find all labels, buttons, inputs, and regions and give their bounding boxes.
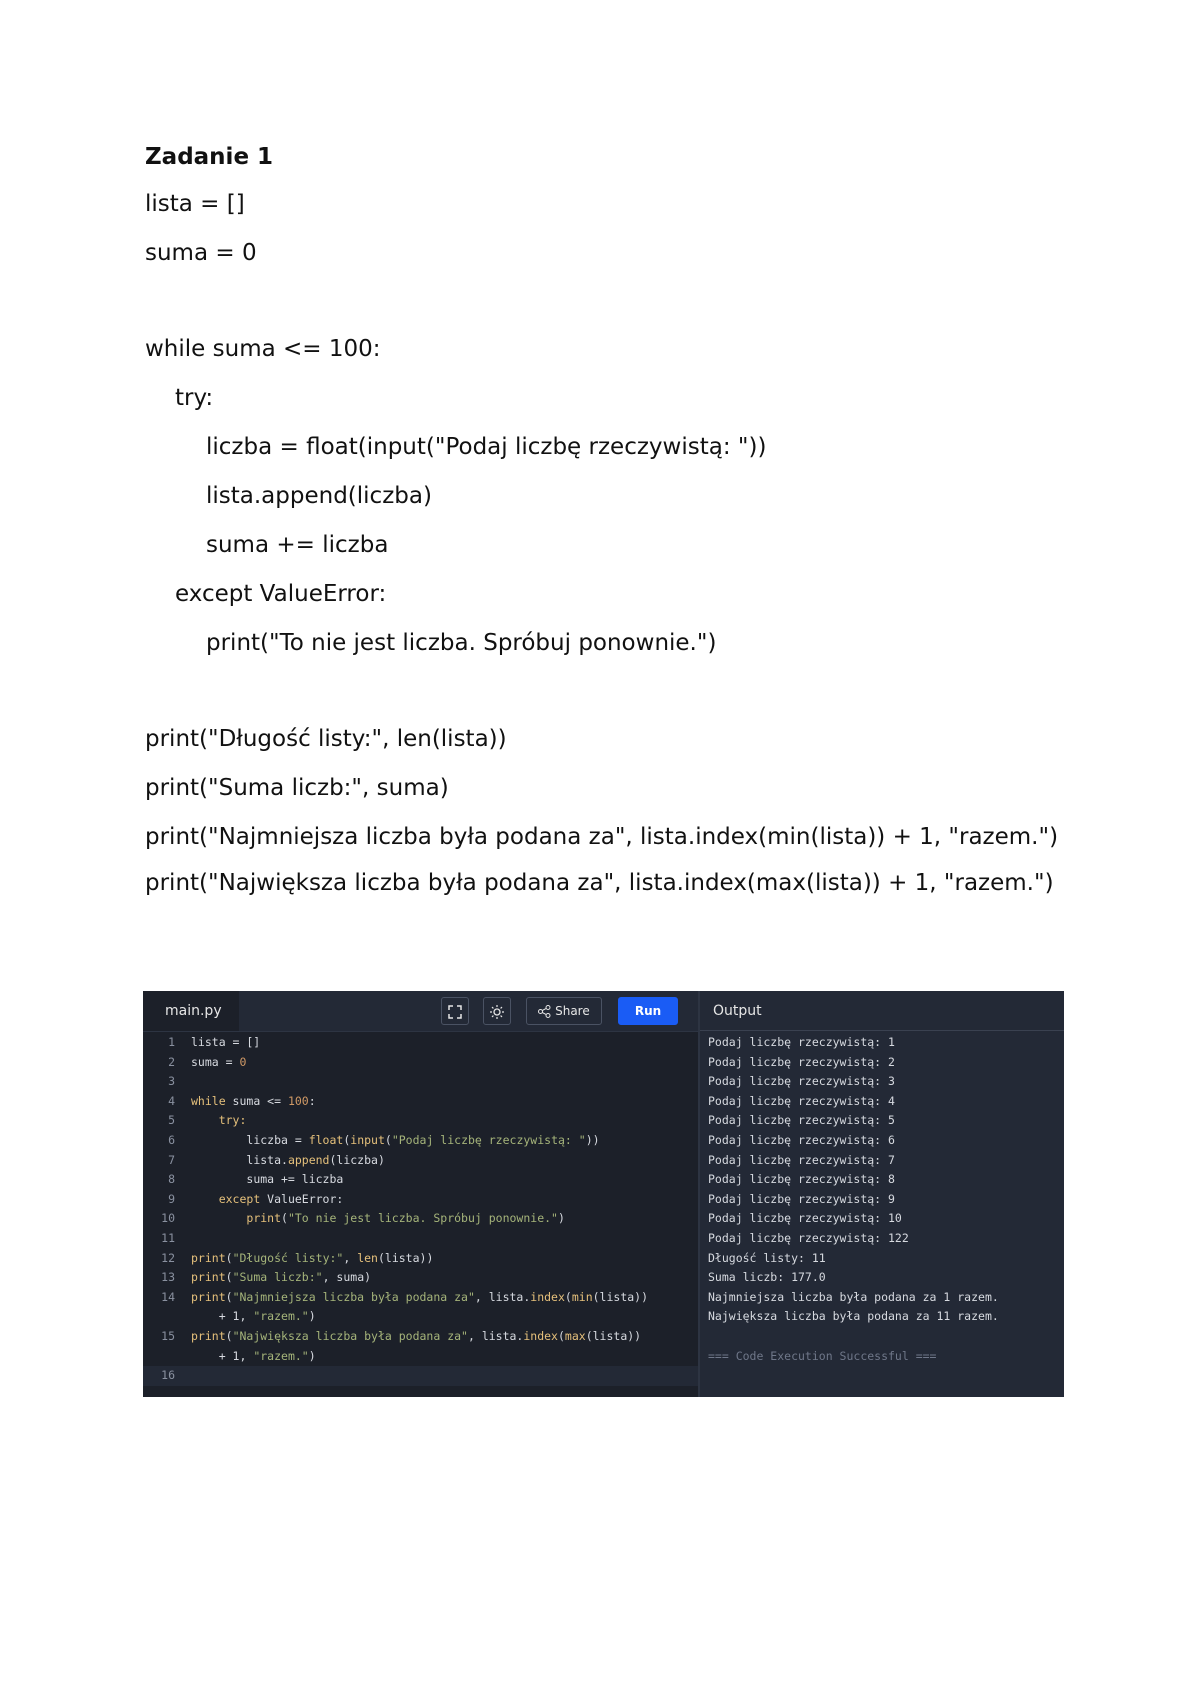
code-line: 5 try: (168, 1113, 247, 1128)
theme-toggle-button[interactable] (483, 997, 511, 1025)
output-line: Podaj liczbę rzeczywistą: 10 (708, 1211, 902, 1226)
code-text-line: suma += liczba (206, 532, 389, 558)
output-line: Największa liczba była podana za 11 razem. (708, 1309, 999, 1324)
code-text-line: except ValueError: (175, 581, 387, 607)
code-text-line: print("Długość listy:", len(lista)) (145, 726, 507, 752)
share-icon (538, 1005, 551, 1018)
code-line: 15 print("Największa liczba była podana za", lista.index(max(lista)) (161, 1328, 642, 1343)
editor-toolbar (143, 991, 698, 1032)
share-label: Share (555, 1004, 590, 1018)
code-editor-panel (143, 991, 698, 1397)
fullscreen-button[interactable] (441, 997, 469, 1025)
sun-icon (490, 1005, 504, 1019)
code-line: 3 (168, 1074, 175, 1089)
code-text-line: try: (175, 385, 214, 411)
code-line: 9 except ValueError: (168, 1191, 344, 1206)
fullscreen-icon (448, 1005, 462, 1019)
output-line: Podaj liczbę rzeczywistą: 1 (708, 1035, 895, 1049)
output-line: Podaj liczbę rzeczywistą: 9 (708, 1191, 895, 1206)
code-line: 11 (161, 1230, 175, 1245)
code-text-line: while suma <= 100: (145, 336, 381, 362)
output-lines (700, 1033, 1064, 1366)
output-line: Podaj liczbę rzeczywistą: 6 (708, 1132, 895, 1147)
code-line: 6 liczba = float(input("Podaj liczbę rzeczywistą: ")) (168, 1132, 600, 1147)
output-line: Podaj liczbę rzeczywistą: 7 (708, 1152, 895, 1167)
code-text-line: lista.append(liczba) (206, 483, 432, 509)
code-line: 10 print("To nie jest liczba. Spróbuj ponownie.") (161, 1211, 565, 1226)
code-lines (143, 1033, 698, 1386)
output-line: Podaj liczbę rzeczywistą: 4 (708, 1093, 895, 1108)
output-line: Długość listy: 11 (708, 1250, 826, 1265)
output-line: Podaj liczbę rzeczywistą: 122 (708, 1230, 909, 1245)
code-line: + 1, "razem.") (218, 1348, 316, 1363)
code-line: 8 suma += liczba (168, 1172, 344, 1187)
task-heading: Zadanie 1 (145, 144, 274, 170)
output-line: Podaj liczbę rzeczywistą: 2 (708, 1054, 895, 1069)
output-line: Podaj liczbę rzeczywistą: 8 (708, 1172, 895, 1187)
code-line: 14 print("Najmniejsza liczba była podana za", lista.index(min(lista)) (161, 1289, 649, 1304)
output-line: Najmniejsza liczba była podana za 1 razem. (708, 1289, 999, 1304)
code-text-line: print("Suma liczb:", suma) (145, 775, 449, 801)
code-line[interactable]: 16 (143, 1366, 698, 1386)
output-panel (698, 991, 1064, 1397)
code-text-line: lista = [] (145, 191, 245, 217)
code-line: 12 print("Długość listy:", len(lista)) (161, 1250, 434, 1265)
code-line: 1 lista = [] (168, 1035, 261, 1049)
run-button[interactable]: Run (618, 997, 678, 1025)
output-line: Podaj liczbę rzeczywistą: 5 (708, 1113, 895, 1128)
output-line: Suma liczb: 177.0 (708, 1270, 826, 1285)
code-line: 4 while suma <= 100: (168, 1093, 316, 1108)
tab-main-py[interactable]: main.py (143, 991, 239, 1031)
code-text-line: suma = 0 (145, 240, 257, 266)
execution-status: === Code Execution Successful === (708, 1348, 937, 1363)
code-text-line: print("Najmniejsza liczba była podana za", lista.index(min(lista)) + 1, "razem.") (145, 824, 1059, 850)
document-body (145, 140, 1065, 913)
code-text-line: liczba = float(input("Podaj liczbę rzeczywistą: ")) (206, 434, 767, 460)
output-title: Output (700, 991, 1064, 1031)
output-line: Podaj liczbę rzeczywistą: 3 (708, 1074, 895, 1089)
code-line: 13 print("Suma liczb:", suma) (161, 1270, 372, 1285)
code-line: 7 lista.append(liczba) (168, 1152, 385, 1167)
code-line: 2 suma = 0 (168, 1054, 247, 1069)
code-text-line: print("To nie jest liczba. Spróbuj ponownie.") (206, 630, 717, 656)
compiler-screenshot (143, 991, 1064, 1397)
code-line: + 1, "razem.") (218, 1309, 316, 1324)
code-text-line: print("Największa liczba była podana za", lista.index(max(lista)) + 1, "razem.") (145, 870, 1054, 896)
share-button[interactable] (526, 997, 602, 1025)
